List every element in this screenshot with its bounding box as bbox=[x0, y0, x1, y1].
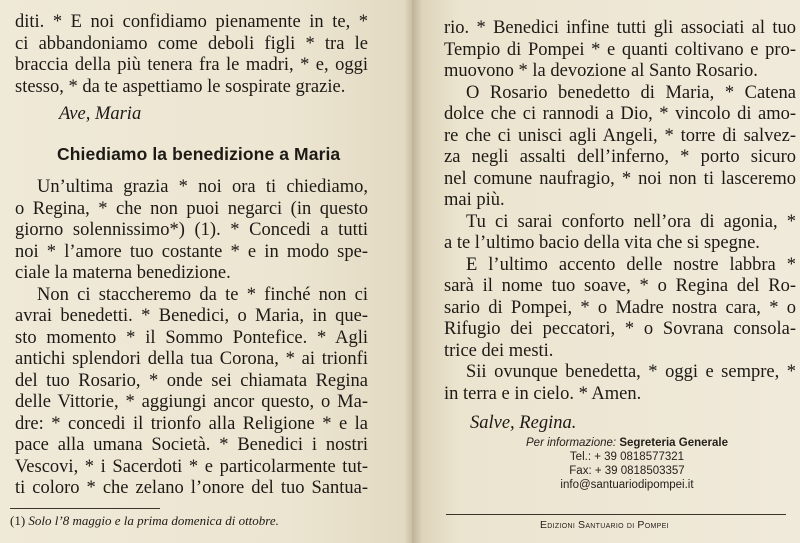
text-line: ti coloro * che zelano l’onore del tuo Santua- bbox=[15, 478, 368, 498]
contact-label: Per informazione: bbox=[526, 437, 617, 449]
text-line: dre: * concedi il trionfo alla Religione * e la bbox=[15, 413, 368, 434]
footnote-marker: (1) bbox=[10, 513, 26, 528]
text-line: del tuo Rosario, * onde sei chiamata Regina bbox=[15, 370, 368, 391]
contact-info bbox=[502, 436, 752, 492]
text-line: pace alla umana Società. * Benedici i nostri bbox=[15, 435, 368, 455]
text-line: Tempio di Pompei * e quanti coltivano e pro- bbox=[444, 39, 796, 60]
left-column bbox=[15, 12, 368, 500]
text-line: Sii ovunque benedetta, * oggi e sempre, * bbox=[466, 362, 796, 382]
paragraph-santuario bbox=[444, 18, 796, 83]
right-column bbox=[444, 18, 796, 435]
text-line: a te l’ultimo bacio della vita che si spegne. bbox=[444, 233, 760, 253]
text-line: delle Vittorie, * aggiungi ancor questo, o Ma- bbox=[15, 392, 368, 412]
book-gutter bbox=[404, 0, 422, 543]
paragraph-amen bbox=[444, 362, 796, 405]
contact-office: Segreteria Generale bbox=[619, 437, 728, 449]
text-line: sarà il nome tuo soave, * o Regina del Ro- bbox=[444, 276, 796, 296]
text-line: trice dei mesti. bbox=[444, 340, 554, 361]
text-line: Rifugio dei peccatori, * o Sovrana consola- bbox=[444, 319, 796, 339]
text-line: antichi splendori della tua Corona, * ai trionfi bbox=[15, 349, 368, 369]
paragraph-benedici bbox=[15, 285, 368, 500]
text-line: noi * l’amore tuo costante * e in modo spe- bbox=[15, 241, 368, 262]
footnote-text: Solo l’8 maggio e la prima domenica di ottobre. bbox=[28, 513, 279, 528]
paragraph-grazia bbox=[15, 177, 368, 285]
contact-email: info@santuariodipompei.it bbox=[560, 479, 694, 491]
text-line: rio. * Benedici infine tutti gli associati al tuo bbox=[444, 18, 796, 38]
text-line: E l’ultimo accento delle nostre labbra * bbox=[466, 254, 796, 275]
footnote-rule bbox=[10, 508, 160, 509]
text-line: avrai benedetti. * Benedici, o Maria, in que- bbox=[15, 306, 368, 326]
publisher-imprint bbox=[540, 519, 669, 531]
text-line: giorno solennissimo*) (1). * Concedi a tutti bbox=[15, 220, 368, 240]
text-line: dolce che ci rannodi a Dio, * vincolo di amo- bbox=[444, 104, 796, 124]
text-line: nel comune naufragio, * noi non ti lasceremo bbox=[444, 168, 796, 189]
publisher-word: Pompei bbox=[637, 519, 669, 531]
publisher-word: Santuario bbox=[578, 519, 624, 531]
footnote bbox=[10, 513, 390, 529]
section-heading: Chiediamo la benedizione a Maria bbox=[57, 143, 341, 164]
text-line: ci abbandoniamo come deboli figli * tra le bbox=[15, 33, 368, 54]
paragraph-rosario bbox=[444, 83, 796, 212]
text-line: Non ci staccheremo da te * finché non ci bbox=[37, 284, 368, 305]
text-line: Tu ci sarai conforto nell’ora di agonia, * bbox=[466, 211, 796, 232]
text-line: sario di Pompei, * o Madre nostra cara, * o bbox=[444, 297, 796, 318]
text-line: za negli assalti dell’inferno, * porto sicuro bbox=[444, 147, 796, 167]
text-line: O Rosario benedetto di Maria, * Catena bbox=[466, 82, 796, 103]
text-line: re che ci unisci agli Angeli, * torre di salvez- bbox=[444, 125, 796, 146]
text-line: Vescovi, * i Sacerdoti * e particolarmente tut- bbox=[15, 456, 368, 477]
text-line: o Regina, * che non puoi negarci (in questo bbox=[15, 198, 368, 219]
publisher-word: di bbox=[626, 519, 635, 531]
text-line: Un’ultima grazia * noi ora ti chiediamo, bbox=[37, 177, 368, 197]
text-line: in terra e in cielo. * Amen. bbox=[444, 383, 642, 404]
contact-heading bbox=[502, 436, 752, 450]
contact-fax: Fax: + 39 0818503357 bbox=[569, 465, 685, 477]
publisher-word: Edizioni bbox=[540, 519, 576, 531]
text-line: muovono * la devozione al Santo Rosario. bbox=[444, 61, 758, 81]
text-line: stesso, * da te aspettiamo le sospirate grazie. bbox=[15, 76, 346, 97]
salve-regina: Salve, Regina. bbox=[470, 413, 577, 433]
paragraph-accento bbox=[444, 255, 796, 363]
ave-maria: Ave, Maria bbox=[59, 104, 142, 124]
text-line: ciale la materna benedizione. bbox=[15, 263, 231, 283]
text-line: sto momento * il Sommo Pontefice. * Agli bbox=[15, 327, 368, 348]
intro-paragraph bbox=[15, 12, 368, 98]
text-line: diti. * E noi confidiamo pienamente in te, * bbox=[15, 12, 368, 32]
contact-tel: Tel.: + 39 0818577321 bbox=[569, 451, 685, 463]
text-line: braccia della più tenera fra le madri, * e, oggi bbox=[15, 55, 368, 75]
publisher-rule bbox=[446, 514, 786, 515]
text-line: mai più. bbox=[444, 190, 505, 210]
paragraph-conforto bbox=[444, 212, 796, 255]
